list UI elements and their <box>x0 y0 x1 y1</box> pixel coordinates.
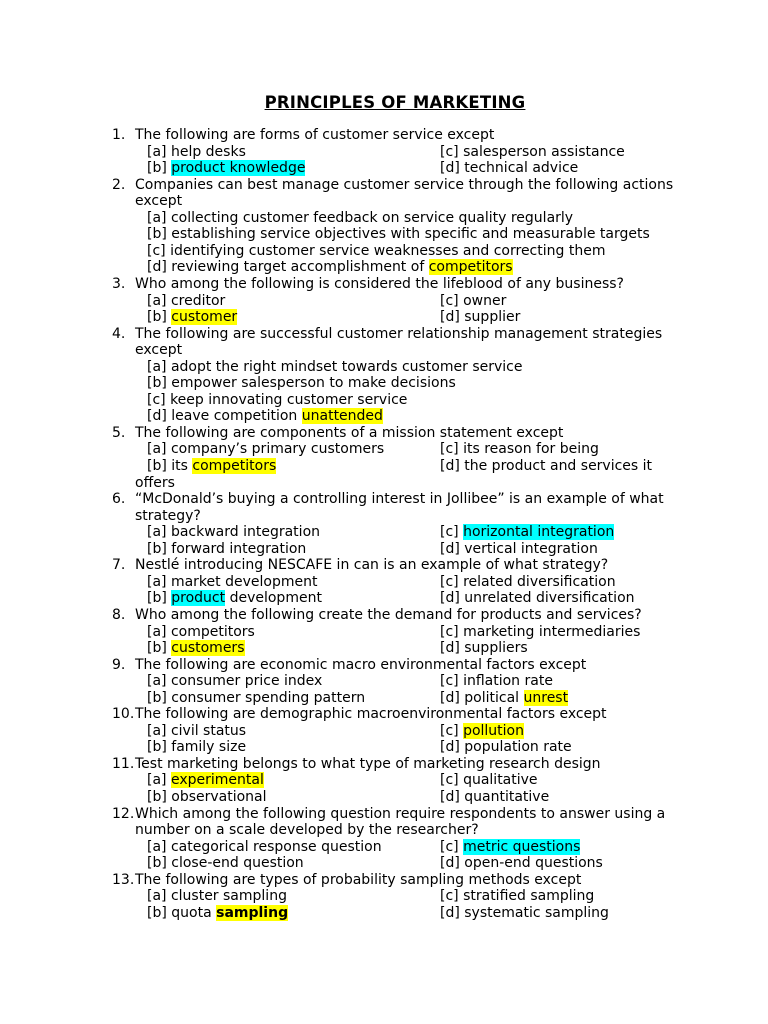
option-text: [c] marketing intermediaries <box>440 623 641 640</box>
option-text: [b] <box>147 640 172 657</box>
option-left <box>147 723 246 740</box>
option-right <box>440 855 603 872</box>
question-number: 4. <box>112 325 126 342</box>
option-text: [b] empower salesperson to make decisions <box>147 375 456 392</box>
question-text: Who among the following is considered the lifeblood of any business? <box>135 275 624 292</box>
option-text: [c] salesperson assistance <box>440 143 625 160</box>
page-title: PRINCIPLES OF MARKETING <box>264 93 526 112</box>
option-text: [b] <box>147 160 172 177</box>
option <box>147 243 605 260</box>
option-text: [a] civil status <box>147 722 247 739</box>
option-text: [a] creditor <box>147 292 226 309</box>
option-text: [c] related diversification <box>440 573 616 590</box>
option-right <box>440 441 599 458</box>
option-text: [d] leave competition <box>147 408 302 425</box>
option-left <box>147 789 267 806</box>
question-number: 8. <box>112 606 126 623</box>
option-text: [b] establishing service objectives with specific and measurable targets <box>147 226 650 243</box>
option-text: [c] its reason for being <box>440 441 599 458</box>
option-text: [d] systematic sampling <box>440 904 609 921</box>
option-right <box>440 772 538 789</box>
option-text: [b] close-end question <box>147 855 304 872</box>
option-left <box>147 574 317 591</box>
option <box>147 392 407 409</box>
option-text: [a] market development <box>147 573 318 590</box>
question-number: 5. <box>112 424 126 441</box>
option-left <box>147 541 306 558</box>
option-left <box>147 888 287 905</box>
option-right <box>440 160 578 177</box>
option-left <box>147 640 245 657</box>
question-number: 12. <box>112 805 135 822</box>
option <box>147 259 513 276</box>
option-text: [c] <box>440 838 464 855</box>
option-left <box>147 160 305 177</box>
question-number: 1. <box>112 127 126 143</box>
highlighted-answer: metric questions <box>463 838 581 855</box>
option-left <box>147 144 246 161</box>
option-left <box>147 624 255 641</box>
option-text: [c] identifying customer service weaknesses and correcting them <box>147 242 606 259</box>
option-text: [d] the product and services it <box>440 458 653 474</box>
option-text: [d] unrelated diversification <box>440 590 635 607</box>
option-text: [a] competitors <box>147 623 255 640</box>
option-right <box>440 309 520 326</box>
question-number: 6. <box>112 491 126 508</box>
highlighted-answer: customer <box>171 309 238 326</box>
option-left <box>147 673 322 690</box>
question-text: The following are components of a mission statement except <box>135 424 564 441</box>
option-right <box>440 640 528 657</box>
option-text: [a] <box>147 772 171 789</box>
option-text: [a] collecting customer feedback on service quality regularly <box>147 209 574 226</box>
question-text: number on a scale developed by the researcher? <box>135 822 479 839</box>
option-right <box>440 574 616 591</box>
highlighted-answer: pollution <box>463 722 524 739</box>
highlighted-answer: horizontal integration <box>463 524 615 541</box>
option-text: [a] backward integration <box>147 524 321 541</box>
question-text: “McDonald’s buying a controlling interest in Jollibee” is an example of what <box>135 491 664 508</box>
highlighted-answer: customers <box>171 640 245 657</box>
option-text: [d] supplier <box>440 309 521 326</box>
option-left <box>147 524 320 541</box>
option-left <box>147 293 225 310</box>
option-text: [d] political <box>440 689 524 706</box>
option-text: [b] <box>147 309 172 326</box>
option-text: [d] suppliers <box>440 640 528 657</box>
option-right <box>440 888 594 905</box>
option-text: [a] adopt the right mindset towards customer service <box>147 358 523 375</box>
option-right <box>440 624 640 641</box>
option-text: [c] stratified sampling <box>440 888 595 905</box>
option-left <box>147 839 382 856</box>
option-left <box>147 690 365 707</box>
option-right <box>440 839 580 856</box>
question-number: 2. <box>112 176 126 193</box>
option-right <box>440 144 625 161</box>
option-text: [d] technical advice <box>440 160 579 177</box>
question-number: 13. <box>112 871 135 888</box>
option-right <box>440 293 506 310</box>
option-text: [a] help desks <box>147 143 246 160</box>
option-left <box>147 855 304 872</box>
option-text: [d] open-end questions <box>440 855 603 872</box>
option-left <box>147 458 276 475</box>
option-text: [d] vertical integration <box>440 540 598 557</box>
option-text: [d] quantitative <box>440 789 550 805</box>
option-left <box>147 441 384 458</box>
option-right <box>440 789 549 806</box>
option <box>147 408 383 425</box>
highlighted-answer: experimental <box>170 772 264 789</box>
option-left <box>147 309 237 326</box>
question-text: Which among the following question require respondents to answer using a <box>135 805 666 822</box>
option <box>147 210 573 227</box>
option-text: development <box>225 590 322 607</box>
question-text: strategy? <box>135 507 201 524</box>
option-right <box>440 541 598 558</box>
question-text: The following are forms of customer service except <box>135 127 495 143</box>
highlighted-answer: unattended <box>301 408 383 425</box>
option-left <box>147 772 264 789</box>
question-number: 11. <box>112 755 135 772</box>
option <box>147 359 522 376</box>
option-text: [b] quota <box>147 904 217 921</box>
question-text: Nestlé introducing NESCAFE in can is an example of what strategy? <box>135 557 609 574</box>
highlighted-answer: product <box>171 590 226 607</box>
option-text: [c] <box>440 722 464 739</box>
option-text: [c] qualitative <box>440 772 538 789</box>
option-text: [b] consumer spending pattern <box>147 689 366 706</box>
question-text: Companies can best manage customer service through the following actions <box>135 176 674 193</box>
question-text: The following are demographic macroenvironmental factors except <box>135 706 607 723</box>
highlighted-answer: product knowledge <box>171 160 306 177</box>
option-text: [b] observational <box>147 789 267 805</box>
question-text: The following are economic macro environmental factors except <box>135 656 587 673</box>
option-text: [b] <box>147 590 172 607</box>
option-text: [b] family size <box>147 739 247 756</box>
option-text: [c] <box>440 524 464 541</box>
question-text: The following are successful customer relationship management strategies <box>135 325 663 342</box>
option-right <box>440 723 524 740</box>
option-right <box>440 905 609 922</box>
option-right <box>440 739 572 756</box>
highlighted-answer: sampling <box>216 904 289 921</box>
question-number: 9. <box>112 656 126 673</box>
option-text: [d] population rate <box>440 739 572 756</box>
question-text: Who among the following create the demand for products and services? <box>135 606 642 623</box>
option-text: [d] reviewing target accomplishment of <box>147 259 429 276</box>
option-left <box>147 905 288 922</box>
question-number: 7. <box>112 557 126 574</box>
option-text: [a] cluster sampling <box>147 888 287 905</box>
option-text: [c] inflation rate <box>440 673 553 690</box>
question-number: 10. <box>112 706 135 723</box>
option-right <box>440 673 553 690</box>
option-text: [c] keep innovating customer service <box>147 391 408 408</box>
option-text: [b] its <box>147 458 193 474</box>
option-text: [a] company’s primary customers <box>147 441 385 458</box>
option-text: [a] consumer price index <box>147 673 323 690</box>
option-right <box>440 524 614 541</box>
highlighted-answer: competitors <box>192 458 277 474</box>
question-text: except <box>135 342 183 359</box>
option <box>147 226 650 243</box>
highlighted-answer: unrest <box>523 689 569 706</box>
option-left <box>147 739 246 756</box>
option-right <box>440 590 635 607</box>
question-text: The following are types of probability sampling methods except <box>135 871 582 888</box>
option-text: [b] forward integration <box>147 540 307 557</box>
option <box>147 375 456 392</box>
question-text: except <box>135 193 183 210</box>
question-text: Test marketing belongs to what type of marketing research design <box>135 755 601 772</box>
option-right <box>440 458 652 475</box>
question-text: offers <box>135 474 175 491</box>
option-left <box>147 590 322 607</box>
option-text: [c] owner <box>440 292 507 309</box>
question-number: 3. <box>112 275 126 292</box>
option-text: [a] categorical response question <box>147 838 382 855</box>
option-right <box>440 690 568 707</box>
highlighted-answer: competitors <box>428 259 513 276</box>
